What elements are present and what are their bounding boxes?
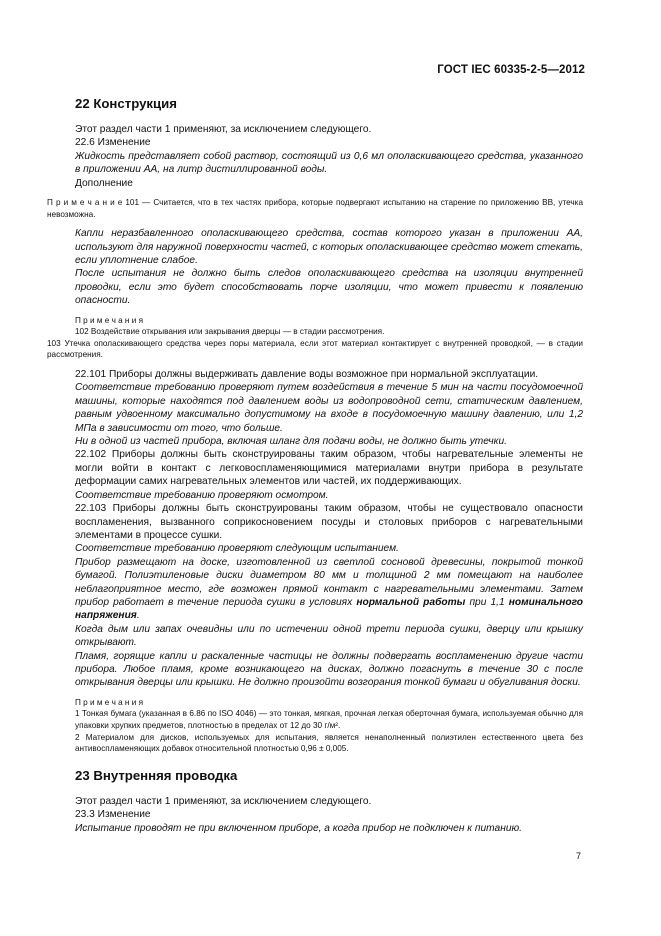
clause-22-101-leak: Ни в одной из частей прибора, включая шланг для подачи воды, не должно быть утечки.: [75, 436, 507, 448]
note-102: 102 Воздействие открывания или закрывания дверцы — в стадии рассмотрения.: [75, 327, 385, 337]
page-content: [47, 90, 583, 835]
note-103: 103 Утечка ополаскивающего средства через поры материала, если этот материал контактирует с внутренней проводкой, — в стадии рассмотрения.: [47, 338, 583, 360]
clause-22-103-procedure: [75, 556, 583, 623]
clause-22-103-smoke: Когда дым или запах очевидны или по истечении одной трети периода сушки, дверцу или крышку открывают.: [75, 623, 583, 649]
procedure-text-e: .: [136, 610, 140, 622]
clause-22-101-test: Соответствие требованию проверяют путем воздействия в течение 5 мин на части посудомоечной машины, которые находятся под давлением воды из водопроводной сети, статическим давлением, равным удвоенному максимально допустимому на входе в посудомоечную машину давлению, или 1,2 МПа в зависимости от того, что больше.: [75, 382, 583, 434]
drops-paragraph: Капли неразбавленного ополаскивающего средства, состав которого указан в приложении АА, используют для наружной поверхности частей, с которых ополаскивающее средство может стекать, если уплотнение слабое.: [75, 228, 583, 267]
standard-header: ГОСТ IEC 60335-2-5—2012: [437, 64, 585, 76]
section-23-intro: Этот раздел части 1 применяют, за исключением следующего.: [75, 795, 372, 807]
note-2: 2 Материалом для дисков, используемых для испытания, является ненаполненный полиэтилен естественного цвета без антивоспламеняющих добавок относительной плотностью 0,96 ± 0,005.: [75, 732, 583, 754]
note-1: 1 Тонкая бумага (указанная в 6.86 по ISO 4046) — это тонкая, мягкая, прочная легкая оберточная бумага, используемая обычно для упаковки хрупких предметов, плотностью в пределах от 12 до 30 г/м².: [75, 709, 583, 730]
section-22-intro: Этот раздел части 1 применяют, за исключением следующего.: [75, 124, 372, 135]
note-101: П р и м е ч а н и е 101 — Считается, что в тех частях прибора, которые подвергают испытанию на старение по приложению ВВ, утечка невозможна.: [47, 198, 583, 219]
addition-label: Дополнение: [75, 177, 133, 189]
procedure-rated-voltage: номинального напряжения: [75, 596, 583, 622]
clause-23-3-text: Испытание проводят не при включенном приборе, а когда прибор не подключен к питанию.: [75, 822, 522, 834]
section-22-title: 22 Конструкция: [75, 96, 177, 111]
procedure-normal-operation: нормальной работы: [356, 596, 466, 608]
clause-22-102-test: Соответствие требованию проверяют осмотром.: [75, 489, 329, 501]
after-test-paragraph: После испытания не должно быть следов ополаскивающего средства на изоляции внутренней проводки, если это будет способствовать порче изоляции, что может привести к появлению опасности.: [75, 268, 583, 307]
section-23-title: 23 Внутренняя проводка: [75, 767, 238, 783]
procedure-text-c: при 1,1: [465, 596, 509, 608]
clause-22-102: 22.102 Приборы должны быть сконструированы таким образом, чтобы нагревательные элементы не могли войти в контакт с легковоспламеняющимися материалами внутри прибора в результате деформации самих нагревательных элементов или частей, их поддерживающих.: [75, 449, 583, 488]
clause-22-101: 22.101 Приборы должны выдерживать давление воды возможное при нормальной эксплуатации.: [75, 369, 539, 381]
notes-label-2: П р и м е ч а н и я: [75, 697, 144, 707]
notes-label: П р и м е ч а н и я: [75, 315, 144, 325]
procedure-text-a: Прибор размещают на доске, изготовленной из светлой сосновой древесины, покрытой тонкой бумагой. Полиэтиленовые диски диаметром 80 мм и толщиной 2 мм помещают на наиболее неблагоприятное место, где возможен прямой контакт с нагревательными элементами. Затем прибор работает в течение периода сушки в условиях: [75, 556, 583, 608]
clause-22-103-flames: Пламя, горящие капли и раскаленные частицы не должны подвергать воспламенению другие части прибора. Любое пламя, кроме возникающего на дисках, должно погаснуть в течение 30 с после открывания дверцы или крышки. Не должно произойти возгорания тонкой бумаги и обугливания доски.: [75, 650, 583, 689]
clause-22-6-text: Жидкость представляет собой раствор, состоящий из 0,6 мл ополаскивающего средства, указанного в приложении АА, на литр дистиллированной воды.: [75, 150, 583, 176]
clause-22-103: 22.103 Приборы должны быть сконструированы таким образом, чтобы не существовало опасности воспламенения, вызванного соприкосновением посуды и столовых приборов с нагревательными элементами в процессе сушки.: [75, 503, 583, 541]
clause-22-103-test: Соответствие требованию проверяют следующим испытанием.: [75, 543, 399, 555]
clause-23-3-heading: 23.3 Изменение: [75, 809, 151, 821]
page-number: 7: [575, 851, 581, 861]
clause-22-6-heading: 22.6 Изменение: [75, 137, 151, 149]
